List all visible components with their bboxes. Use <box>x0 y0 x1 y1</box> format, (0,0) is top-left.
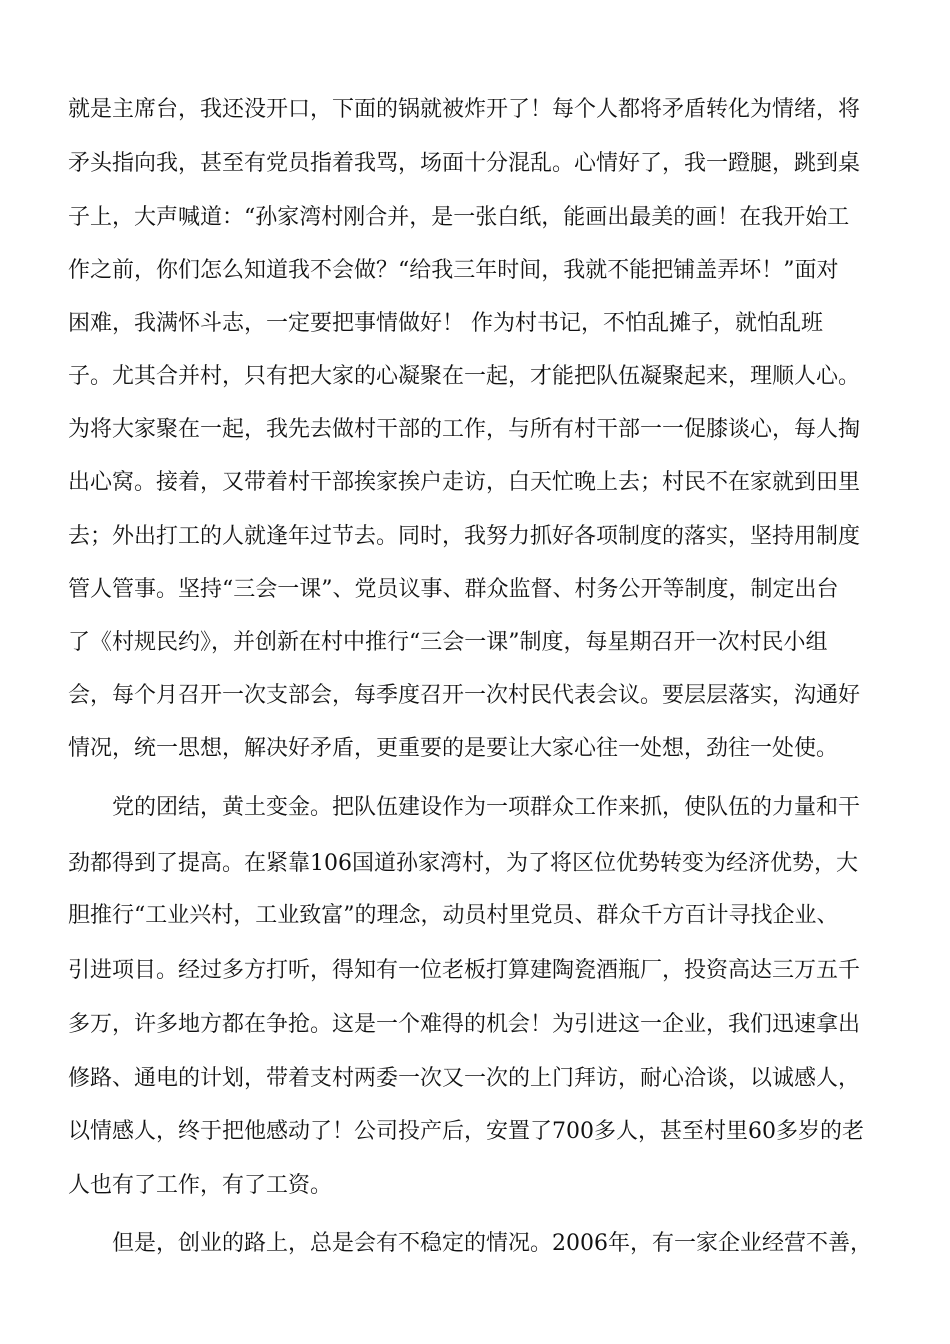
text-line: 了《村规民约》，并创新在村中推行“三会一课”制度，每星期召开一次村民小组 <box>68 630 828 655</box>
text-line: 多万，许多地方都在争抢。这是一个难得的机会！为引进这一企业，我们迅速拿出 <box>68 1012 861 1037</box>
paragraph-start-line: 党的团结，黄土变金。把队伍建设作为一项群众工作来抓，使队伍的力量和干 <box>112 795 861 820</box>
text-line: 人也有了工作，有了工资。 <box>68 1173 333 1198</box>
text-line: 为将大家聚在一起，我先去做村干部的工作，与所有村干部一一促膝谈心，每人掏 <box>68 417 861 442</box>
text-line: 作之前，你们怎么知道我不会做？“给我三年时间，我就不能把铺盖弄坏！”面对 <box>68 258 839 283</box>
text-line: 情况，统一思想，解决好矛盾，更重要的是要让大家心往一处想，劲往一处使。 <box>68 736 839 761</box>
text-line: 会，每个月召开一次支部会，每季度召开一次村民代表会议。要层层落实，沟通好 <box>68 683 861 708</box>
text-line: 修路、通电的计划，带着支村两委一次又一次的上门拜访，耐心洽谈，以诚感人， <box>68 1066 861 1091</box>
text-line: 矛头指向我，甚至有党员指着我骂，场面十分混乱。心情好了，我一蹬腿，跳到桌 <box>68 151 861 176</box>
text-line: 困难，我满怀斗志，一定要把事情做好！ 作为村书记，不怕乱摊子，就怕乱班 <box>68 311 823 336</box>
paragraph-start-line: 但是，创业的路上，总是会有不稳定的情况。2006年，有一家企业经营不善， <box>112 1231 872 1256</box>
text-line: 子。尤其合并村，只有把大家的心凝聚在一起，才能把队伍凝聚起来，理顺人心。 <box>68 364 861 389</box>
text-line: 管人管事。坚持“三会一课”、党员议事、群众监督、村务公开等制度，制定出台 <box>68 577 839 602</box>
text-line: 子上，大声喊道：“孙家湾村刚合并，是一张白纸，能画出最美的画！在我开始工 <box>68 205 850 230</box>
text-line: 劲都得到了提高。在紧靠106国道孙家湾村，为了将区位优势转变为经济优势，大 <box>68 851 858 876</box>
text-line: 出心窝。接着，又带着村干部挨家挨户走访，白天忙晚上去；村民不在家就到田里 <box>68 470 861 495</box>
text-line: 以情感人，终于把他感动了！公司投产后，安置了700多人，甚至村里60多岁的老 <box>68 1119 864 1144</box>
text-line: 胆推行“工业兴村，工业致富”的理念，动员村里党员、群众千方百计寻找企业、 <box>68 903 839 928</box>
text-line: 就是主席台，我还没开口，下面的锅就被炸开了！每个人都将矛盾转化为情绪，将 <box>68 97 861 122</box>
text-line: 引进项目。经过多方打听，得知有一位老板打算建陶瓷酒瓶厂，投资高达三万五千 <box>68 958 861 983</box>
text-line: 去；外出打工的人就逢年过节去。同时，我努力抓好各项制度的落实，坚持用制度 <box>68 524 861 549</box>
